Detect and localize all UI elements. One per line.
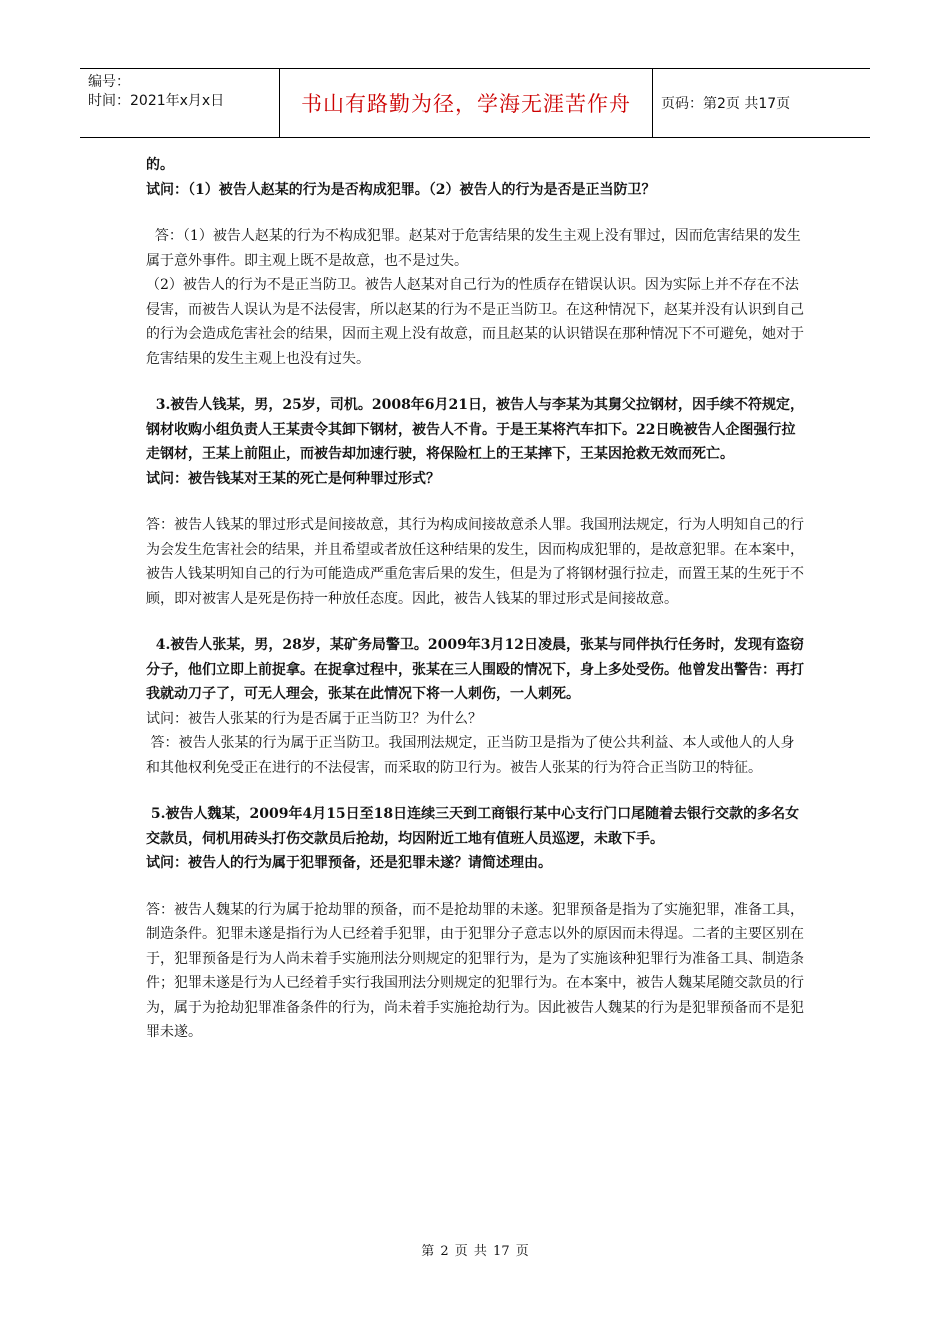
- question-4: 试问：被告人张某的行为是否属于正当防卫？为什么？: [146, 710, 482, 727]
- question-3: 试问：被告钱某对王某的死亡是何种罪过形式？: [146, 470, 440, 487]
- case-3: 3.被告人钱某，男，25岁，司机。2008年6月21日，被告人与李某为其舅父拉钢材，因手续不符规定，钢材收购小组负责人王某责令其卸下钢材，被告人不肯。于是王某将汽车扣下。22日晚被告人企图强行拉走钢材，王某上前阻止，而被告却加速行驶，将保险杠上的王某摔下，王某因抢救无效而死亡。: [146, 397, 805, 462]
- page-footer: 第 2 页 共 17 页: [421, 1244, 529, 1259]
- date-label: 时间：2021年x月x日: [88, 93, 225, 109]
- answer-1-part-2: （2）被告人的行为不是正当防卫。被告人赵某对自己行为的性质存在错误认识。因为实际上并不存在不法侵害，而被告人误认为是不法侵害，所以赵某的行为不是正当防卫。在这种情况下，赵某并没有认识到自己的行为会造成危害社会的结果，因而主观上没有故意，而且赵某的认识错误在那种情况下不可避免，她对于危害结果的发生主观上也没有过失。: [146, 277, 804, 367]
- answer-5: 答：被告人魏某的行为属于抢劫罪的预备，而不是抢劫罪的未遂。犯罪预备是指为了实施犯罪，准备工具，制造条件。犯罪未遂是指行为人已经着手犯罪，由于犯罪分子意志以外的原因而未得逞。二者的主要区别在于，犯罪预备是行为人尚未着手实施刑法分则规定的犯罪行为，是为了实施该种犯罪行为准备工具、制造条件；犯罪未遂是行为人已经着手实行我国刑法分则规定的犯罪行为。在本案中，被告人魏某尾随交款员的行为，属于为抢劫犯罪准备条件的行为，尚未着手实施抢劫行为。因此被告人魏某的行为是犯罪预备而不是犯罪未遂。: [146, 901, 804, 1040]
- case-5: 5.被告人魏某，2009年4月15日至18日连续三天到工商银行某中心支行门口尾随着去银行交款的多名女交款员，伺机用砖头打伤交款员后抢劫，均因附近工地有值班人员巡逻，未敢下手。: [146, 806, 800, 847]
- answer-1-part-1: 答：（1）被告人赵某的行为不构成犯罪。赵某对于危害结果的发生主观上没有罪过，因而危害结果的发生属于意外事件。即主观上既不是故意，也不是过失。: [146, 228, 801, 269]
- case-4: 4.被告人张某，男，28岁，某矿务局警卫。2009年3月12日凌晨，张某与同伴执行任务时，发现有盗窃分子，他们立即上前捉拿。在捉拿过程中，张某在三人围殴的情况下，身上多处受伤。他曾发出警告：再打我就动刀子了，可无人理会，张某在此情况下将一人刺伤，一人刺死。: [146, 637, 805, 702]
- question-5: 试问：被告人的行为属于犯罪预备，还是犯罪未遂？请简述理由。: [146, 855, 552, 871]
- paragraph-continuation: 的。: [146, 157, 174, 173]
- number-label: 编号：: [88, 74, 130, 90]
- question-1: 试问：（1）被告人赵某的行为是否构成犯罪。（2）被告人的行为是否是正当防卫？: [146, 181, 656, 198]
- header-motto: 书山有路勤为径，学海无涯苦作舟: [280, 69, 653, 137]
- header-page-info: 页码：第2页 共17页: [661, 96, 791, 112]
- answer-3: 答：被告人钱某的罪过形式是间接故意，其行为构成间接故意杀人罪。我国刑法规定，行为人明知自己的行为会发生危害社会的结果，并且希望或者放任这种结果的发生，因而构成犯罪的，是故意犯罪。在本案中，被告人钱某明知自己的行为可能造成严重危害后果的发生，但是为了将钢材强行拉走，而置王某的生死于不顾，即对被害人是死是伤持一种放任态度。因此，被告人钱某的罪过形式是间接故意。: [146, 517, 804, 607]
- page-header: [80, 68, 870, 138]
- answer-4: 答：被告人张某的行为属于正当防卫。我国刑法规定，正当防卫是指为了使公共利益、本人或他人的人身和其他权利免受正在进行的不法侵害，而采取的防卫行为。被告人张某的行为符合正当防卫的特征。: [146, 735, 795, 776]
- document-body: [146, 153, 806, 1045]
- header-meta: [80, 69, 280, 137]
